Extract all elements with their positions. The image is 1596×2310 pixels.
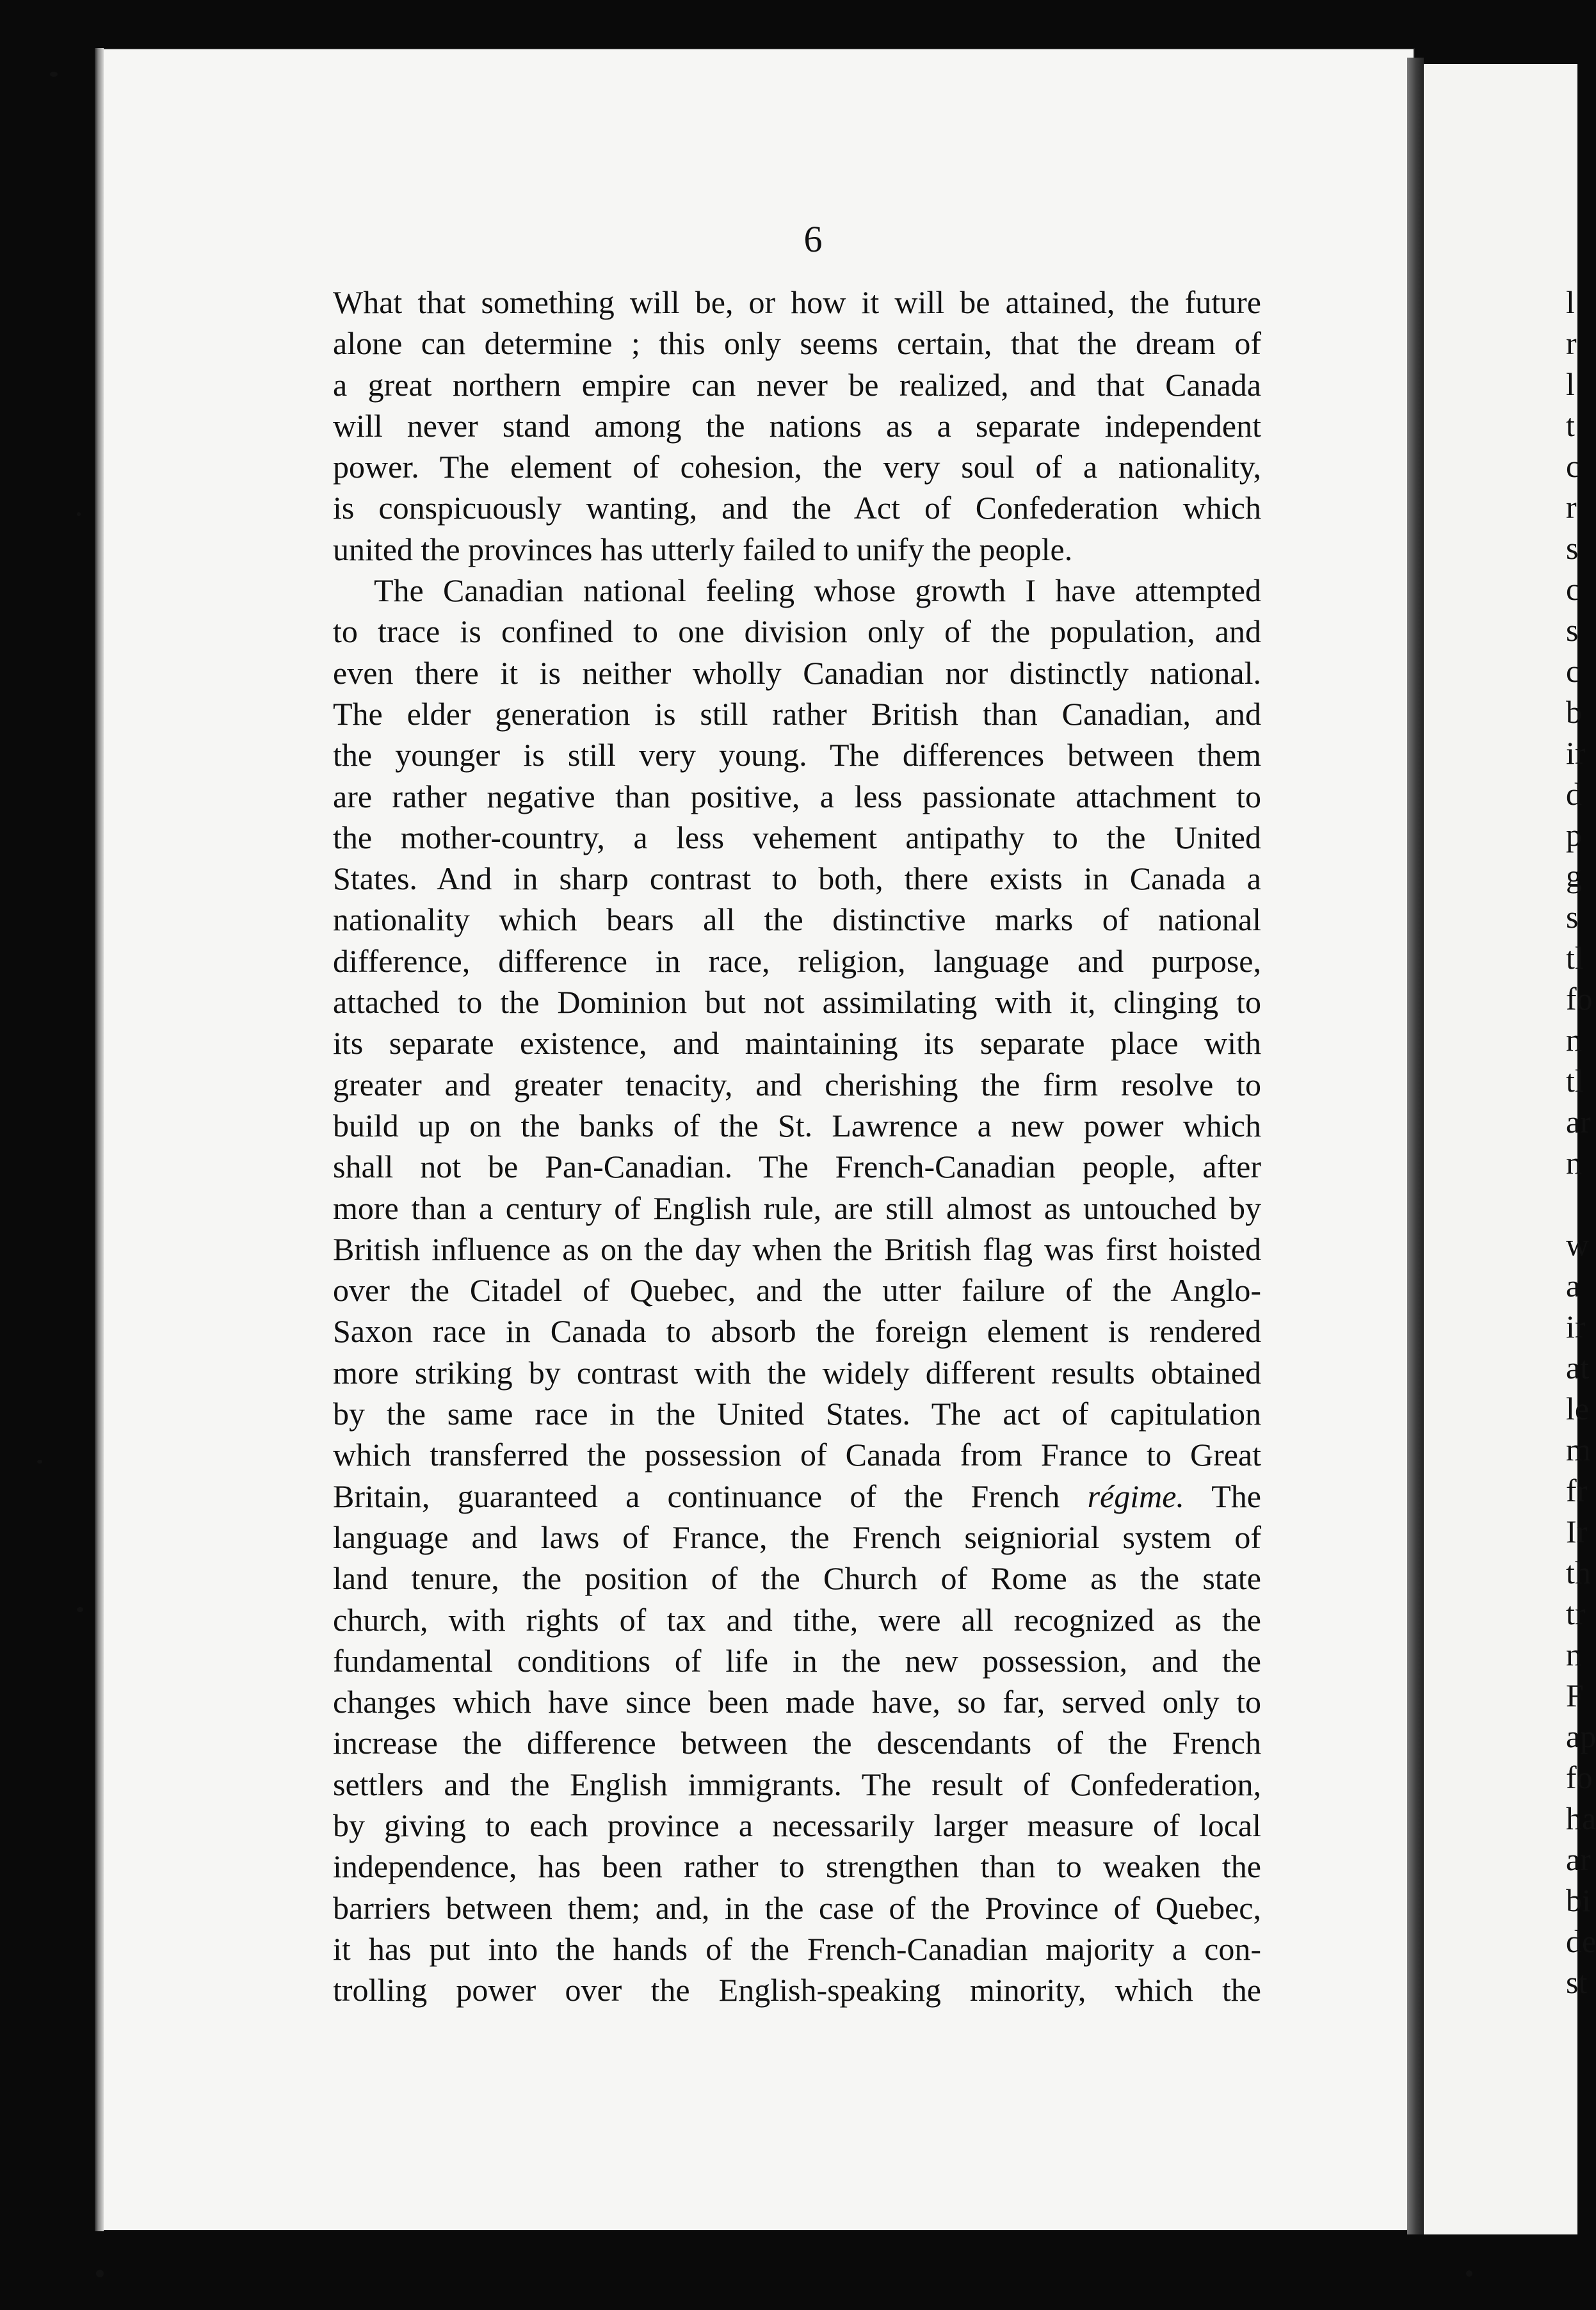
text-line: greater and greater tenacity, and cherishing the firm resolve to: [333, 1066, 1261, 1102]
text-line: its separate existence, and maintaining its separate place with: [333, 1025, 1261, 1062]
fragment: r: [1566, 325, 1577, 361]
fragment: fr: [1566, 1473, 1588, 1508]
text-line: What that something will be, or how it will be attained, the future: [333, 284, 1261, 320]
fragment: fo: [1566, 981, 1593, 1017]
fragment: l: [1566, 284, 1575, 320]
fragment: le: [1566, 1391, 1590, 1426]
fragment: tl: [1566, 1063, 1584, 1099]
fragment: ar: [1566, 1104, 1591, 1140]
fragment: ir: [1566, 735, 1586, 771]
italic-word: régime.: [1087, 1478, 1184, 1514]
fragment: at: [1566, 1350, 1590, 1385]
fragment: p: [1566, 817, 1582, 853]
fragment: bi: [1566, 1882, 1591, 1918]
text-line: changes which have since been made have, so far, served only to: [333, 1684, 1261, 1720]
text-line: difference, difference in race, religion, language and purpose,: [333, 942, 1261, 979]
fragment: fo: [1566, 1759, 1593, 1795]
text-line: power. The element of cohesion, the very soul of a nationality,: [333, 449, 1261, 485]
fragment: ap: [1566, 1718, 1596, 1754]
text-line: British influence as on the day when the British flag was first hoisted: [333, 1231, 1261, 1267]
text-line: a great northern empire can never be realized, and that Canada: [333, 366, 1261, 403]
scan-speck: [37, 1460, 42, 1464]
text-line: The elder generation is still rather British than Canadian, and: [333, 695, 1261, 732]
facing-page: [1424, 64, 1577, 2234]
fragment: th: [1566, 1555, 1591, 1590]
text-line: build up on the banks of the St. Lawrence a new power which: [333, 1107, 1261, 1143]
text-line: fundamental conditions of life in the new possession, and the: [333, 1642, 1261, 1679]
text-line-with-italic: [333, 1476, 1261, 1517]
text-line: over the Citadel of Quebec, and the utter failure of the Anglo-: [333, 1272, 1261, 1309]
text-line: which transferred the possession of Canada from France to Great: [333, 1437, 1261, 1473]
text-line: independence, has been rather to strengthen than to weaken the: [333, 1848, 1261, 1885]
fragment: c: [1566, 571, 1581, 607]
fragment: st: [1566, 1964, 1588, 2000]
fragment: d: [1566, 776, 1582, 812]
fragment: n: [1566, 1022, 1582, 1058]
text-line: by the same race in the United States. The act of capitulation: [333, 1396, 1261, 1432]
text-line: increase the difference between the descendants of the French: [333, 1725, 1261, 1761]
text-line: settlers and the English immigrants. The result of Confederation,: [333, 1766, 1261, 1802]
fragment: s: [1566, 899, 1579, 935]
text-line: barriers between them; and, in the case of the Province of Quebec,: [333, 1889, 1261, 1926]
scan-speck: [50, 72, 58, 77]
text-line: united the provinces has utterly failed to unify the people.: [333, 531, 1073, 567]
fragment: s: [1566, 530, 1579, 566]
text-line: alone can determine ; this only seems certain, that the dream of: [333, 325, 1261, 362]
page-number: 6: [803, 218, 823, 260]
book-gutter: [1407, 58, 1424, 2234]
page-edge: [95, 48, 104, 2231]
fragment: de: [1566, 1923, 1596, 1959]
text-line: more striking by contrast with the widely different results obtained: [333, 1354, 1261, 1391]
scan-speck: [1466, 2270, 1472, 2277]
fragment: tl: [1566, 940, 1584, 976]
fragment: l: [1566, 366, 1575, 402]
text-segment: The: [1211, 1478, 1261, 1514]
text-line: land tenure, the position of the Church of Rome as the state: [333, 1560, 1261, 1597]
text-line: attached to the Dominion but not assimilating with it, clinging to: [333, 984, 1261, 1021]
text-line: Saxon race in Canada to absorb the foreign element is rendered: [333, 1313, 1261, 1350]
scan-speck: [96, 2270, 104, 2277]
text-line: more than a century of English rule, are still almost as untouched by: [333, 1190, 1261, 1226]
text-line: trolling power over the English-speaking minority, which the: [333, 1972, 1261, 2008]
text-line: church, with rights of tax and tithe, were all recognized as the: [333, 1601, 1261, 1638]
text-line: nationality which bears all the distinctive marks of national: [333, 901, 1261, 938]
fragment: ar: [1566, 1841, 1591, 1877]
fragment: c: [1566, 653, 1581, 689]
fragment: g: [1566, 858, 1582, 894]
scan-speck: [77, 512, 81, 516]
text-line: language and laws of France, the French seigniorial system of: [333, 1519, 1261, 1555]
text-line: will never stand among the nations as a separate independent: [333, 407, 1261, 444]
fragment: m: [1566, 1432, 1591, 1467]
fragment: Ir: [1566, 1514, 1588, 1549]
fragment: n: [1566, 1636, 1582, 1672]
page-body: [333, 282, 1261, 2010]
fragment: a: [1566, 1268, 1581, 1304]
fragment: s: [1566, 612, 1579, 648]
text-line: shall not be Pan-Canadian. The French-Canadian people, after: [333, 1149, 1261, 1185]
fragment: b: [1566, 694, 1582, 730]
text-line: the mother-country, a less vehement antipathy to the United: [333, 819, 1261, 855]
fragment: n: [1566, 1145, 1582, 1181]
fragment: tr: [1566, 1595, 1586, 1631]
text-line: it has put into the hands of the French-Canadian majority a con-: [333, 1930, 1261, 1967]
fragment: ha: [1566, 1800, 1596, 1836]
text-segment: Britain, guaranteed a continuance of the French: [333, 1478, 1060, 1514]
scan-speck: [77, 1607, 83, 1612]
fragment: ir: [1566, 1309, 1586, 1345]
text-line: the younger is still very young. The differences between them: [333, 737, 1261, 773]
fragment: F: [1566, 1677, 1584, 1713]
text-line: is conspicuously wanting, and the Act of Confederation which: [333, 490, 1261, 526]
text-line: by giving to each province a necessarily larger measure of local: [333, 1807, 1261, 1843]
text-line: are rather negative than positive, a less passionate attachment to: [333, 778, 1261, 814]
text-line: even there it is neither wholly Canadian nor distinctly national.: [333, 654, 1261, 691]
fragment: w: [1566, 1227, 1590, 1263]
fragment: t: [1566, 407, 1575, 443]
fragment: r: [1566, 489, 1577, 525]
text-line: States. And in sharp contrast to both, there exists in Canada a: [333, 860, 1261, 897]
fragment: c: [1566, 448, 1581, 484]
text-line: to trace is confined to one division only of the population, and: [333, 613, 1261, 650]
text-line: The Canadian national feeling whose growth I have attempted: [374, 572, 1261, 609]
